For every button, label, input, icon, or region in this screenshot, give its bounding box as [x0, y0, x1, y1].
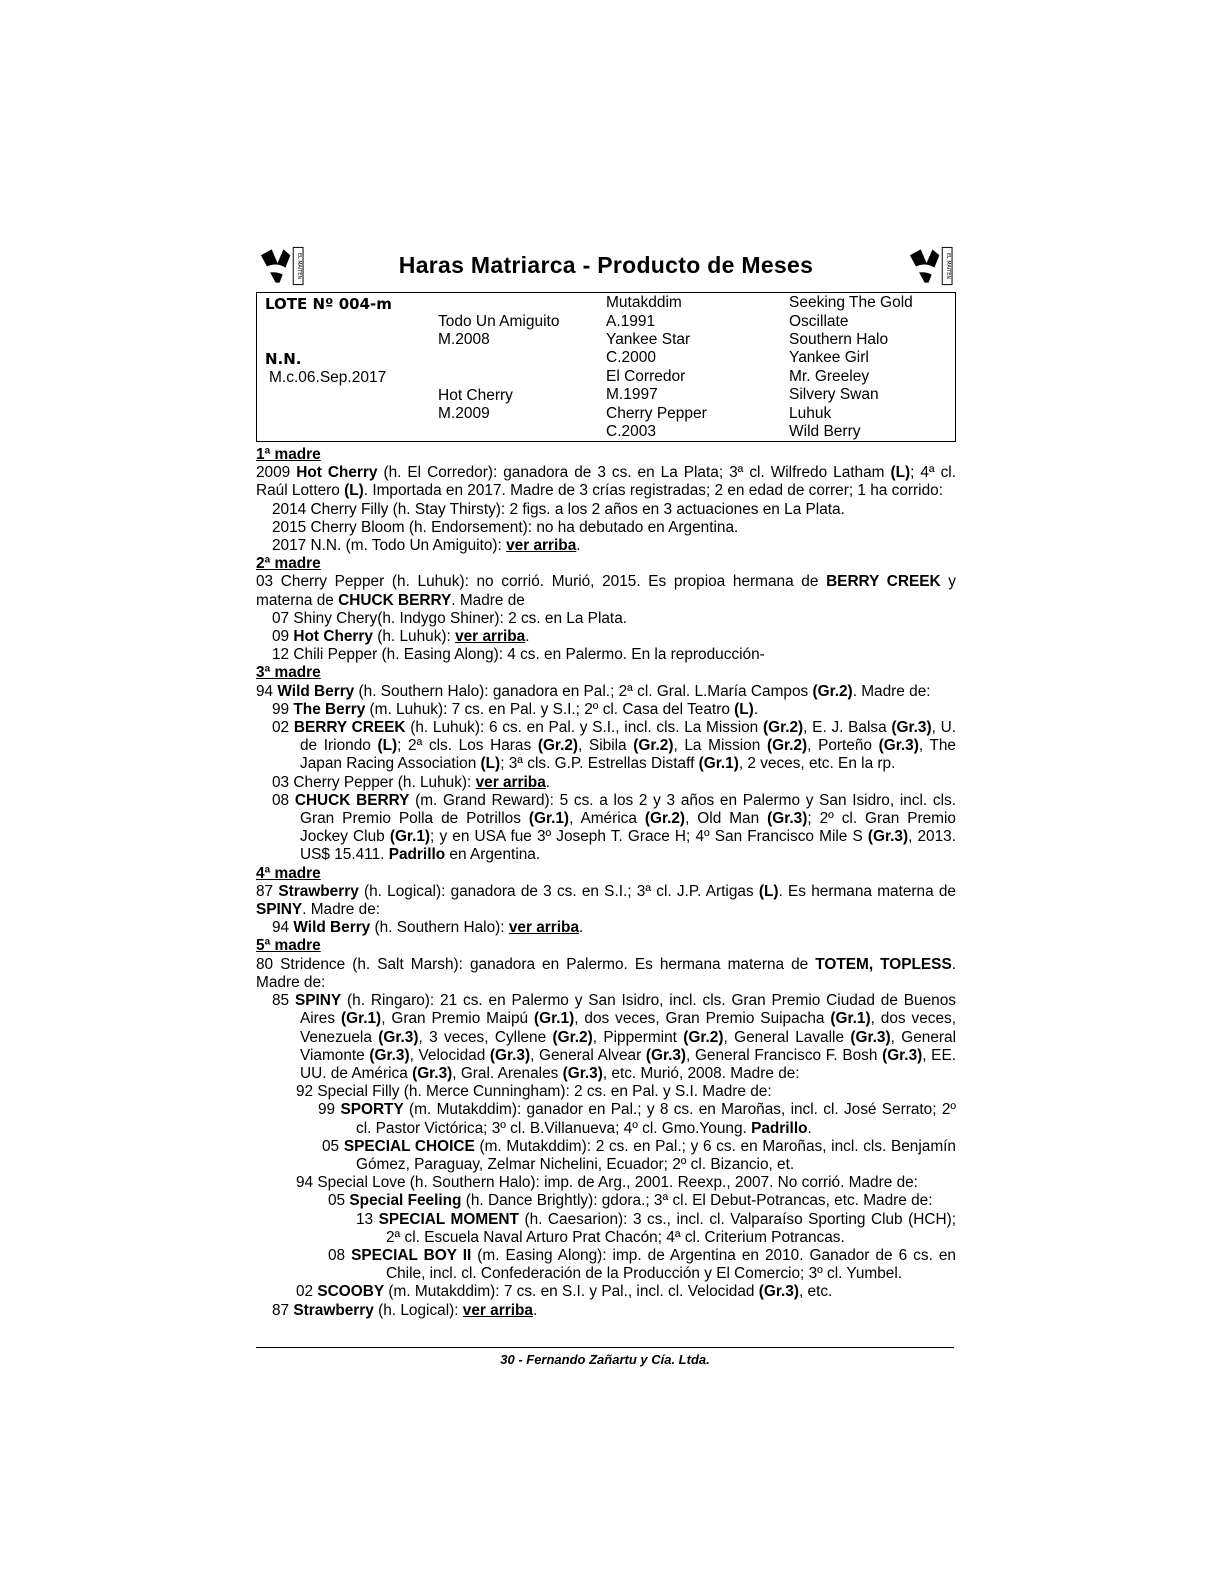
- text-run: , General Viamonte: [300, 1028, 956, 1064]
- text-run: (L): [344, 482, 364, 500]
- text-run: 05: [328, 1192, 350, 1210]
- section-heading: [256, 664, 956, 682]
- text-run: SPORTY: [340, 1101, 404, 1119]
- text-run: Hot Cherry: [293, 628, 373, 646]
- text-run: 09: [272, 628, 294, 646]
- ver-arriba-link[interactable]: ver arriba: [475, 773, 546, 791]
- text-run: (Gr.2): [633, 737, 674, 755]
- family-entry: [256, 610, 956, 628]
- text-run: (L): [890, 464, 911, 482]
- text-run: SCOOBY: [317, 1283, 385, 1301]
- family-entry: [256, 1174, 956, 1192]
- text-run: (Gr.1): [340, 1010, 382, 1028]
- text-run: (Gr.2): [552, 1028, 593, 1046]
- text-run: ; y en USA fue 3º Joseph T. Grace H; 4º San Francisco Mile S: [430, 828, 868, 846]
- text-run: , Gran Premio Maipú: [381, 1010, 534, 1028]
- text-run: (L): [480, 755, 501, 773]
- text-run: (Gr.2): [537, 737, 579, 755]
- ancestor-3: Southern Halo: [789, 331, 889, 348]
- family-details: [256, 446, 956, 1320]
- text-run: ; 3ª cls. G.P. Estrellas Distaff: [500, 755, 699, 773]
- text-run: BERRY CREEK: [826, 573, 941, 591]
- text-run: 08: [272, 791, 295, 809]
- text-run: (Gr.3): [767, 810, 808, 828]
- text-run: (h. Southern Halo): ganadora en Pal.; 2ª cl. Gral. L.María Campos: [354, 682, 813, 700]
- text-run: y materna de: [256, 573, 956, 609]
- ver-arriba-link[interactable]: ver arriba: [455, 628, 526, 646]
- text-run: (h. Luhuk):: [372, 628, 456, 646]
- text-run: (m. Luhuk): 7 cs. en Pal. y S.I.; 2º cl. Casa del Teatro: [365, 700, 735, 718]
- text-run: , General Lavalle: [723, 1028, 851, 1046]
- text-run: 12 Chili Pepper (h. Easing Along): 4 cs. en Palermo. En la reproducción-: [272, 646, 765, 664]
- ver-arriba-link[interactable]: ver arriba: [508, 919, 580, 937]
- ancestor-7: Luhuk: [789, 405, 832, 422]
- section-heading: [256, 446, 956, 464]
- text-run: , General Alvear: [530, 1046, 646, 1064]
- text-run: The Berry: [293, 700, 366, 718]
- section-heading: [256, 937, 956, 955]
- text-run: (Gr.3): [891, 719, 932, 737]
- family-entry: [256, 573, 956, 609]
- text-run: 5ª madre: [256, 937, 321, 955]
- document-page: [256, 240, 956, 1320]
- text-run: . Madre de: [451, 591, 525, 609]
- text-run: 94 Special Love (h. Southern Halo): imp. de Arg., 2001. Reexp., 2007. No corrió. Madre de:: [296, 1174, 918, 1192]
- text-run: , dos veces, Gran Premio Suipacha: [574, 1010, 831, 1028]
- text-run: 02: [272, 719, 294, 737]
- text-run: Special Feeling: [349, 1192, 462, 1210]
- text-run: . Es hermana materna de: [778, 882, 956, 900]
- text-run: . Importada en 2017. Madre de 3 crías registradas; 2 en edad de correr; 1 ha corrido:: [363, 482, 943, 500]
- family-entry: [256, 919, 956, 937]
- text-run: ; 2ª cls. Los Haras: [397, 737, 538, 755]
- text-run: 87: [272, 1301, 294, 1319]
- text-run: CHUCK BERRY: [294, 791, 410, 809]
- page-header: [256, 240, 956, 290]
- text-run: 02: [296, 1283, 318, 1301]
- text-run: , 2013. US$ 15.411.: [300, 828, 957, 864]
- sire-dam: Yankee Star: [606, 331, 691, 348]
- lote-number: LOTE Nº 004-m: [265, 295, 392, 313]
- text-run: SPINY: [256, 901, 303, 919]
- family-entry: [256, 537, 956, 555]
- family-entry: [256, 1283, 956, 1301]
- text-run: (h. Ringaro): 21 cs. en Palermo y San Isidro, incl. cls. Gran Premio Ciudad de Buenos Aires: [300, 992, 956, 1028]
- sire-sire: Mutakddim: [606, 294, 682, 311]
- text-run: (h. Logical): ganadora de 3 cs. en S.I.; 3ª cl. J.P. Artigas: [358, 882, 759, 900]
- family-entry: [256, 774, 956, 792]
- family-entry: [256, 501, 956, 519]
- text-run: BERRY CREEK: [293, 719, 406, 737]
- family-entry: [256, 646, 956, 664]
- text-run: (m. Mutakddim): ganador en Pal.; y 8 cs. en Maroñas, incl. cl. José Serrato; 2º cl. Pastor Victórica; 3º cl. B.Villanueva; 4º cl. Gmo.Young.: [356, 1101, 956, 1137]
- family-entry: [256, 1302, 956, 1320]
- text-run: (h. Luhuk): 6 cs. en Pal. y S.I., incl. cls. La Mission: [405, 719, 763, 737]
- ancestor-1: Seeking The Gold: [789, 294, 913, 311]
- text-run: 99: [272, 700, 294, 718]
- text-run: CHUCK BERRY: [338, 591, 452, 609]
- pedigree-table: [256, 292, 956, 442]
- text-run: 07 Shiny Chery(h. Indygo Shiner): 2 cs. en La Plata.: [272, 609, 628, 627]
- family-entry: [256, 628, 956, 646]
- family-entry: [256, 1192, 956, 1210]
- text-run: Wild Berry: [293, 919, 371, 937]
- text-run: (Gr.3): [369, 1046, 410, 1064]
- text-run: , U. de Iriondo: [300, 719, 956, 755]
- text-run: .: [753, 700, 759, 718]
- text-run: .: [579, 919, 584, 937]
- text-run: 03 Cherry Pepper (h. Luhuk):: [272, 773, 476, 791]
- text-run: , Sibila: [578, 737, 634, 755]
- dam-name: Hot Cherry: [438, 387, 513, 404]
- text-run: , etc.: [798, 1283, 833, 1301]
- text-run: Padrillo: [751, 1119, 808, 1137]
- text-run: 99: [318, 1101, 341, 1119]
- family-entry: [256, 464, 956, 500]
- text-run: (h. Southern Halo):: [370, 919, 509, 937]
- text-run: .: [532, 1301, 538, 1319]
- text-run: (Gr.3): [412, 1064, 453, 1082]
- family-entry: [256, 1138, 956, 1174]
- footer-divider: [256, 1347, 954, 1348]
- text-run: (Gr.3): [878, 737, 919, 755]
- text-run: . Madre de:: [302, 901, 381, 919]
- horse-birth: M.c.06.Sep.2017: [269, 369, 387, 386]
- text-run: (m. Easing Along): imp. de Argentina en 2010. Ganador de 6 cs. en Chile, incl. cl. Confederación de la Producción y El Comercio; 3º cl. Yumbel.: [386, 1246, 956, 1283]
- ancestor-2: Oscillate: [789, 313, 849, 330]
- dam-sire-year: M.1997: [606, 386, 658, 403]
- text-run: Strawberry: [293, 1301, 374, 1319]
- text-run: 03 Cherry Pepper (h. Luhuk): no corrió. Murió, 2015. Es propioa hermana de: [256, 573, 827, 591]
- page-title: Haras Matriarca - Producto de Meses: [398, 252, 814, 278]
- svg-text:EL MAITEN: EL MAITEN: [296, 252, 303, 280]
- text-run: (Gr.3): [882, 1046, 923, 1064]
- section-heading: [256, 865, 956, 883]
- text-run: (h. El Corredor): ganadora de 3 cs. en La Plata; 3ª cl. Wilfredo Latham: [377, 464, 891, 482]
- text-run: , Pippermint: [592, 1028, 684, 1046]
- text-run: SPECIAL BOY II: [351, 1246, 472, 1264]
- text-run: (Gr.2): [766, 737, 808, 755]
- ancestor-5: Mr. Greeley: [789, 368, 870, 385]
- text-run: (L): [758, 882, 779, 900]
- text-run: (Gr.1): [830, 1010, 871, 1028]
- text-run: 80 Stridence (h. Salt Marsh): ganadora en Palermo. Es hermana materna de: [256, 955, 816, 973]
- text-run: (m. Mutakddim): 7 cs. en S.I. y Pal., incl. cl. Velocidad: [384, 1283, 759, 1301]
- text-run: (Gr.3): [378, 1028, 419, 1046]
- text-run: 4ª madre: [256, 864, 321, 882]
- text-run: . Madre de:: [852, 682, 931, 700]
- text-run: 87: [256, 882, 279, 900]
- text-run: (Gr.3): [850, 1028, 891, 1046]
- dam-year: M.2009: [438, 405, 490, 422]
- text-run: Wild Berry: [277, 682, 355, 700]
- text-run: (L): [377, 737, 398, 755]
- family-entry: [256, 956, 956, 992]
- text-run: TOTEM, TOPLESS: [815, 955, 952, 973]
- text-run: 1ª madre: [256, 446, 321, 463]
- text-run: (Gr.2): [762, 719, 804, 737]
- text-run: , América: [569, 810, 645, 828]
- family-entry: [256, 1101, 956, 1137]
- text-run: , E. J. Balsa: [803, 719, 892, 737]
- svg-text:EL MAITEN: EL MAITEN: [945, 252, 952, 280]
- text-run: 92 Special Filly (h. Merce Cunningham): 2 cs. en Pal. y S.I. Madre de:: [296, 1083, 772, 1101]
- text-run: SPINY: [294, 992, 342, 1010]
- text-run: 94: [256, 682, 278, 700]
- text-run: (Gr.1): [534, 1010, 575, 1028]
- text-run: .: [807, 1119, 812, 1137]
- text-run: , General Francisco F. Bosh: [686, 1046, 883, 1064]
- text-run: , dos veces, Venezuela: [300, 1010, 957, 1046]
- family-entry: [256, 701, 956, 719]
- text-run: . Madre de:: [256, 955, 956, 991]
- text-run: , 3 veces, Cyllene: [418, 1028, 553, 1046]
- text-run: SPECIAL MOMENT: [378, 1210, 519, 1228]
- family-entry: [256, 683, 956, 701]
- text-run: (Gr.2): [683, 1028, 724, 1046]
- text-run: Padrillo: [388, 846, 446, 864]
- family-entry: [256, 992, 956, 1083]
- text-run: (Gr.3): [867, 828, 909, 846]
- text-run: (Gr.1): [389, 828, 431, 846]
- sire-name: Todo Un Amiguito: [438, 313, 560, 330]
- ver-arriba-link[interactable]: ver arriba: [462, 1301, 533, 1319]
- sire-year: M.2008: [438, 331, 490, 348]
- text-run: 05: [322, 1137, 344, 1155]
- text-run: 2ª madre: [256, 555, 321, 573]
- family-entry: [256, 1083, 956, 1101]
- text-run: (h. Dance Brightly): gdora.; 3ª cl. El Debut-Potrancas, etc. Madre de:: [461, 1192, 933, 1210]
- text-run: ; 2º cl. Gran Premio Jockey Club: [300, 810, 956, 846]
- text-run: (Gr.3): [758, 1283, 799, 1301]
- text-run: , Porteño: [807, 737, 879, 755]
- text-run: (m. Mutakddim): 2 cs. en Pal.; y 6 cs. en Maroñas, incl. cls. Benjamín Gómez, Paraguay, Zelmar Nichelini, Ecuador; 2º cl. Bizancio, et.: [356, 1137, 956, 1173]
- text-run: , 2 veces, etc. En la rp.: [738, 755, 896, 773]
- family-entry: [256, 519, 956, 537]
- text-run: 08: [328, 1246, 352, 1264]
- text-run: (Gr.1): [698, 755, 739, 773]
- ancestor-4: Yankee Girl: [789, 349, 869, 366]
- text-run: 85: [272, 992, 295, 1010]
- family-entry: [256, 719, 956, 774]
- text-run: .: [576, 537, 581, 555]
- text-run: (Gr.2): [644, 810, 686, 828]
- text-run: 2015 Cherry Bloom (h. Endorsement): no ha debutado en Argentina.: [272, 518, 739, 536]
- horse-name: N.N.: [265, 350, 302, 368]
- text-run: , EE. UU. de América: [300, 1046, 956, 1082]
- text-run: 3ª madre: [256, 664, 321, 682]
- text-run: (Gr.3): [645, 1046, 687, 1064]
- section-heading: [256, 555, 956, 573]
- text-run: 13: [356, 1210, 379, 1228]
- text-run: .: [525, 628, 530, 646]
- sire-dam-year: C.2000: [606, 349, 656, 366]
- text-run: (L): [734, 700, 754, 718]
- text-run: en Argentina.: [445, 846, 541, 864]
- text-run: Hot Cherry: [296, 464, 378, 482]
- page-footer: 30 - Fernando Zañartu y Cía. Ltda.: [500, 1352, 710, 1367]
- text-run: (Gr.1): [528, 810, 570, 828]
- text-run: 94: [272, 919, 294, 937]
- text-run: , Velocidad: [409, 1046, 490, 1064]
- text-run: , etc. Murió, 2008. Madre de:: [602, 1064, 800, 1082]
- dam-sire: El Corredor: [606, 368, 686, 385]
- haras-logo-icon: [907, 245, 954, 287]
- family-entry: [256, 1211, 956, 1247]
- ancestor-8: Wild Berry: [789, 423, 861, 440]
- text-run: (m. Grand Reward): 5 cs. a los 2 y 3 años en Palermo y San Isidro, incl. cls. Gran Premio Polla de Potrillos: [300, 791, 956, 828]
- family-entry: [256, 1247, 956, 1283]
- ver-arriba-link[interactable]: ver arriba: [506, 537, 577, 555]
- family-entry: [256, 883, 956, 919]
- text-run: (h. Logical):: [373, 1301, 463, 1319]
- text-run: 2009: [256, 464, 297, 482]
- text-run: , La Mission: [673, 737, 767, 755]
- text-run: , The Japan Racing Association: [300, 737, 956, 773]
- text-run: 2017 N.N. (m. Todo Un Amiguito):: [272, 537, 507, 555]
- text-run: (h. Caesarion): 3 cs., incl. cl. Valparaíso Sporting Club (HCH); 2ª cl. Escuela Naval Arturo Prat Chacón; 4ª cl. Criterium Potrancas.: [386, 1210, 956, 1246]
- text-run: , Gral. Arenales: [452, 1064, 563, 1082]
- text-run: , Old Man: [685, 810, 768, 828]
- text-run: Strawberry: [278, 882, 359, 900]
- text-run: .: [545, 773, 551, 791]
- dam-dam: Cherry Pepper: [606, 405, 707, 422]
- ancestor-6: Silvery Swan: [789, 386, 879, 403]
- text-run: (Gr.3): [489, 1046, 531, 1064]
- text-run: (Gr.2): [812, 682, 853, 700]
- text-run: 2014 Cherry Filly (h. Stay Thirsty): 2 figs. a los 2 años en 3 actuaciones en La Plata.: [272, 500, 845, 518]
- family-entry: [256, 792, 956, 865]
- text-run: SPECIAL CHOICE: [343, 1137, 475, 1155]
- dam-dam-year: C.2003: [606, 423, 656, 440]
- text-run: ; 4ª cl. Raúl Lottero: [256, 464, 957, 500]
- sire-sire-year: A.1991: [606, 313, 656, 330]
- text-run: (Gr.3): [562, 1064, 603, 1082]
